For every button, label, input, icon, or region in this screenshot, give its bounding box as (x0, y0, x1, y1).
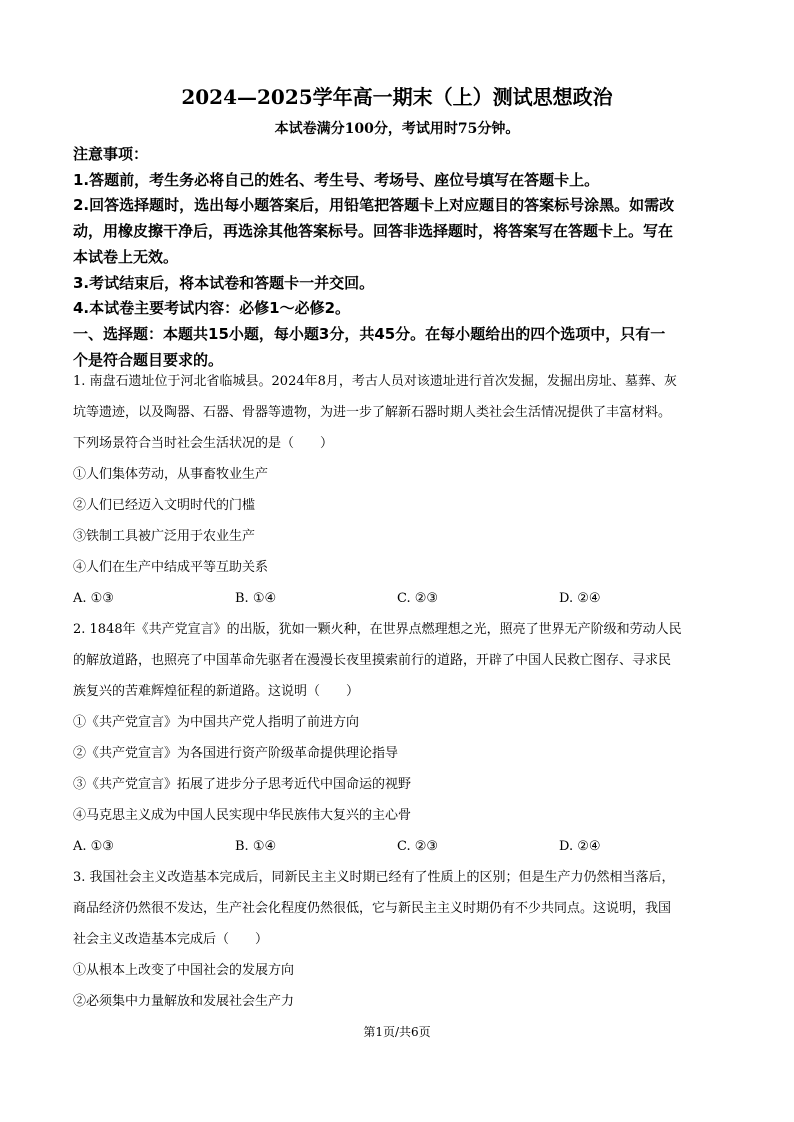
notice-item: 3.考试结束后，将本试卷和答题卡一并交回。 (73, 273, 375, 292)
option-c: C. ②③ (397, 839, 439, 854)
page-footer: 第1页/共6页 (363, 1025, 431, 1039)
question-stem: 3. 我国社会主义改造基本完成后，同新民主主义时期已经有了性质上的区别；但是生产力仍然相当落后， (73, 870, 675, 885)
notice-item: 1.答题前，考生务必将自己的姓名、考生号、考场号、座位号填写在答题卡上。 (73, 170, 600, 189)
question-item: ①人们集体劳动，从事畜牧业生产 (73, 467, 269, 482)
question-item: ①《共产党宣言》为中国共产党人指明了前进方向 (73, 715, 360, 730)
option-c: C. ②③ (397, 591, 439, 606)
option-a: A. ①③ (73, 591, 114, 606)
question-stem: 的解放道路，也照亮了中国革命先驱者在漫漫长夜里摸索前行的道路，开辟了中国人民救亡图存、寻求民 (73, 653, 672, 668)
question-stem: 社会主义改造基本完成后（ ） (73, 932, 269, 947)
notice-item: 2.回答选择题时，选出每小题答案后，用铅笔把答题卡上对应题目的答案标号涂黑。如需改 (73, 196, 675, 215)
question-item: ②人们已经迈入文明时代的门槛 (73, 498, 256, 513)
answer-options (73, 831, 725, 862)
question-stem: 下列场景符合当时社会生活状况的是（ ） (73, 436, 334, 451)
question-stem: 2. 1848年《共产党宣言》的出版，犹如一颗火种，在世界点燃理想之光，照亮了世界无产阶级和劳动人民 (73, 622, 682, 637)
questions (73, 366, 725, 1017)
notice-item: 4.本试卷主要考试内容：必修1～必修2。 (73, 299, 351, 318)
question-item: ③《共产党宣言》拓展了进步分子思考近代中国命运的视野 (73, 777, 412, 792)
page-title: 2024—2025学年高一期末（上）测试思想政治 (181, 85, 613, 109)
question-item: ④马克思主义成为中国人民实现中华民族伟大复兴的主心骨 (73, 808, 412, 823)
question-stem: 1. 南盘石遗址位于河北省临城县。2024年8月，考古人员对该遗址进行首次发掘，发掘出房址、墓葬、灰 (73, 374, 677, 389)
question-item: ①从根本上改变了中国社会的发展方向 (73, 963, 295, 978)
notice-item: 动，用橡皮擦干净后，再选涂其他答案标号。回答非选择题时，将答案写在答题卡上。写在 (73, 222, 674, 241)
option-b: B. ①④ (235, 591, 277, 606)
question-item: ③铁制工具被广泛用于农业生产 (73, 529, 256, 544)
page-subtitle: 本试卷满分100分，考试用时75分钟。 (274, 121, 520, 137)
option-a: A. ①③ (73, 839, 114, 854)
notice-section (73, 142, 728, 373)
question-stem: 族复兴的苦难辉煌征程的新道路。这说明（ ） (73, 684, 360, 699)
question-item: ②《共产党宣言》为各国进行资产阶级革命提供理论指导 (73, 746, 399, 761)
option-b: B. ①④ (235, 839, 277, 854)
answer-options (73, 583, 725, 614)
question-item: ②必须集中力量解放和发展社会生产力 (73, 994, 295, 1009)
notice-item: 本试卷上无效。 (73, 247, 179, 266)
option-d: D. ②④ (559, 591, 601, 606)
section-heading-cont: 个是符合题目要求的。 (73, 350, 224, 369)
section-heading: 一、选择题：本题共15小题，每小题3分，共45分。在每小题给出的四个选项中，只有一 (73, 324, 666, 343)
option-d: D. ②④ (559, 839, 601, 854)
notice-heading: 注意事项： (73, 145, 149, 163)
question-item: ④人们在生产中结成平等互助关系 (73, 560, 269, 575)
question-stem: 商品经济仍然很不发达，生产社会化程度仍然很低，它与新民主主义时期仍有不少共同点。这说明，我国 (73, 901, 672, 916)
question-stem: 坑等遗迹，以及陶器、石器、骨器等遗物，为进一步了解新石器时期人类社会生活情况提供了丰富材料。 (73, 405, 672, 420)
